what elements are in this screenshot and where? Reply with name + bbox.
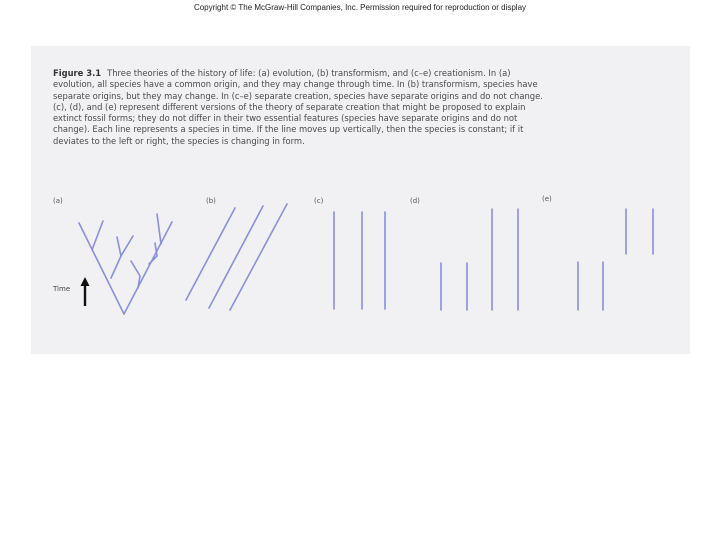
diagram-creation-c <box>334 212 385 309</box>
figure-caption-text: Three theories of the history of life: (a) evolution, (b) transformism, and (c–e) creationism. In (a) evolution, all species have a common origin, and they may change through time. In (b) transformism, species have separate origins, but they may change. In (c–e) separate creation, species have separate origins and do not change. (c), (d), and (e) represent different versions of the theory of separate creation that might be proposed to explain extinct fossil forms; they do not differ in their two essential features (species have separate origins and do not change). Each line represents a species in time. If the line moves up vertically, then the species is constant; if it deviates to the left or right, the species is changing in form. <box>53 68 543 146</box>
species-line <box>209 206 263 308</box>
diagram-creation-e <box>578 209 653 310</box>
tree-branch <box>121 236 133 256</box>
figure-label: Figure 3.1 <box>53 68 102 78</box>
copyright-notice: Copyright © The McGraw-Hill Companies, Inc. Permission required for reproduction or display <box>193 3 527 12</box>
species-line <box>186 208 235 300</box>
figure-diagrams <box>31 46 690 354</box>
time-arrow-icon <box>81 277 90 286</box>
tree-branch <box>92 221 103 250</box>
panel-label-e: (e) <box>542 195 552 203</box>
panel-label-a: (a) <box>53 197 63 205</box>
time-label: Time <box>53 285 71 293</box>
species-line <box>230 204 287 310</box>
diagram-creation-d <box>441 209 518 310</box>
diagram-transformism <box>186 204 287 310</box>
tree-branch <box>111 237 121 278</box>
panel-label-b: (b) <box>206 197 216 205</box>
tree-branch <box>157 214 161 244</box>
tree-branch <box>124 222 172 314</box>
tree-branch <box>131 261 140 288</box>
panel-label-c: (c) <box>314 197 324 205</box>
figure-panel <box>31 46 690 354</box>
panel-label-d: (d) <box>410 197 420 205</box>
diagram-evolution-tree <box>79 214 172 314</box>
time-axis <box>52 277 90 306</box>
